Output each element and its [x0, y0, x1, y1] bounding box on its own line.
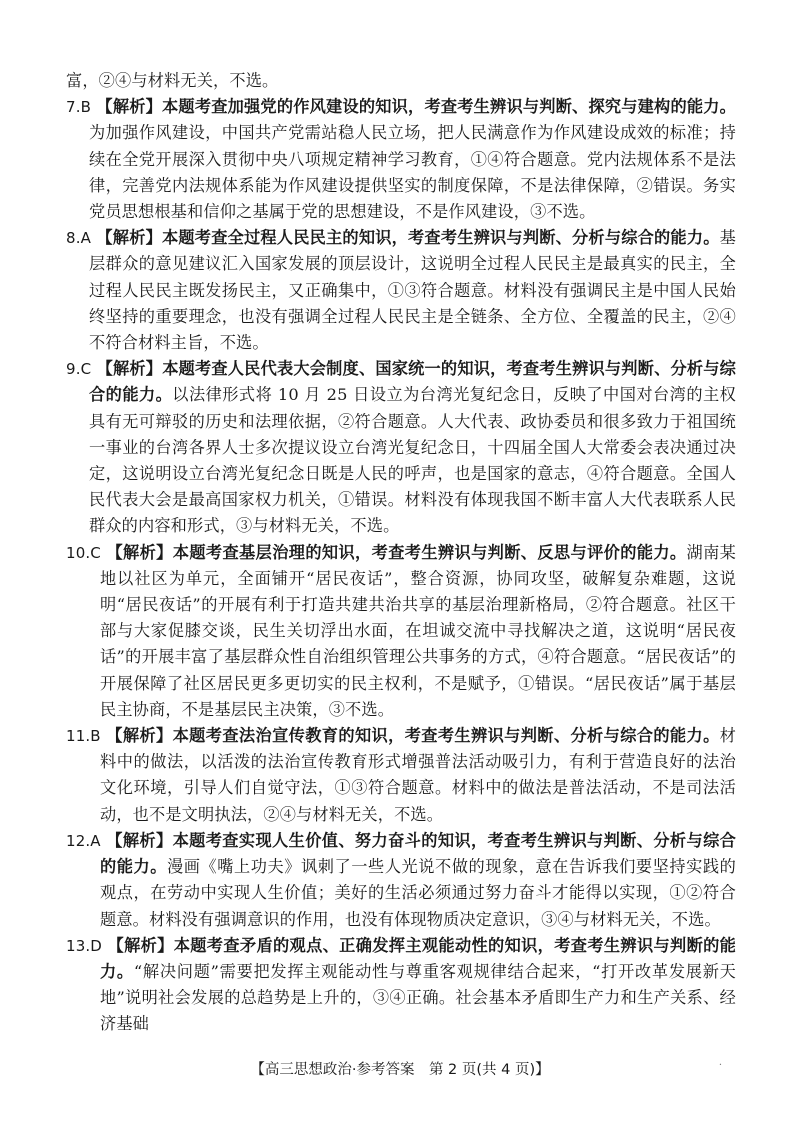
item-heading: 本题考查人民代表大会制度、国家统一的知识，考查考生辨识与判断、分析与综合的能力。: [89, 359, 737, 405]
answer-item-8: [66, 225, 736, 356]
answer-item-10: [66, 540, 736, 723]
page-footer: 【高三思想政治·参考答案 第 2 页(共 4 页)】: [250, 1062, 550, 1078]
item-number: 11.B: [66, 727, 101, 746]
item-body: 为加强作风建设，中国共产党需站稳人民立场，把人民满意作为作风建设成效的标准；持续在全党开展深入贯彻中央八项规定精神学习教育，①④符合题意。党内法规体系不是法律，完善党内法规体系能为作风建设提供坚实的制度保障，不是法律保障，②错误。务实党员思想根基和信仰之基属于党的思想建设，不是作风建设，③不选。: [89, 123, 736, 222]
item-body: 漫画《嘴上功夫》讽刺了一些人光说不做的现象，意在告诉我们要坚持实践的观点，在劳动中实现人生价值；美好的生活必须通过努力奋斗才能得以实现，①②符合题意。材料没有强调意识的作用，也没有体现物质决定意识，③④与材料无关，不选。: [100, 857, 736, 929]
item-body: 基层群众的意见建议汇入国家发展的顶层设计，这说明全过程人民民主是最真实的民主，全过程人民民主既发扬民主，又正确集中，①③符合题意。材料没有强调民主是中国人民始终坚持的重要理念，也没有强调全过程人民民主是全链条、全方位、全覆盖的民主，②④不符合材料主旨，不选。: [89, 228, 736, 353]
answer-item-11: [66, 723, 736, 828]
item-heading: 本题考查加强党的作风建设的知识，考查考生辨识与判断、探究与建构的能力。: [162, 97, 736, 117]
corner-mark: ·: [718, 1060, 722, 1071]
item-heading: 本题考查全过程人民民主的知识，考查考生辨识与判断、分析与综合的能力。: [162, 228, 720, 248]
item-body: 以法律形式将 10 月 25 日设立为台湾光复纪念日，反映了中国对台湾的主权具有无可辩驳的历史和法理依据，②符合题意。人大代表、政协委员和很多致力于祖国统一事业的台湾各界人士多次提议设立台湾光复纪念日，十四届全国人大常委会表决通过决定，这说明设立台湾光复纪念日既是人民的呼声，也是国家的意志，④符合题意。全国人民代表大会是最高国家权力机关，①错误。材料没有体现我国不断丰富人大代表联系人民群众的内容和形式，③与材料无关，不选。: [89, 385, 736, 536]
item-number: 13.D: [66, 936, 103, 955]
item-heading: 本题考查基层治理的知识，考查考生辨识与判断、反思与评价的能力。: [172, 542, 687, 562]
answer-item-12: [66, 828, 736, 933]
item-number: 12.A: [66, 831, 101, 850]
answer-item-7: [66, 94, 736, 225]
item-heading: 本题考查实现人生价值、努力奋斗的知识，考查考生辨识与判断、分析与综合的能力。: [100, 830, 736, 877]
item-number: 7.B: [66, 98, 92, 117]
answer-item-13: [66, 933, 736, 1038]
analysis-tag: 【解析】: [106, 726, 173, 746]
item-number: 9.C: [66, 360, 92, 379]
item-heading: 本题考查矛盾的观点、正确发挥主观能动性的知识，考查考生辨识与判断的能力。: [100, 935, 737, 981]
item-body: “解决问题”需要把发挥主观能动性与尊重客观规律结合起来，“打开改革发展新天地”说明社会发展的总趋势是上升的，③④正确。社会基本矛盾即生产力和生产关系、经济基础: [100, 961, 736, 1034]
answer-content: [66, 68, 736, 1038]
analysis-tag: 【解析】: [96, 228, 162, 248]
analysis-tag: 【解析】: [96, 97, 163, 117]
answer-item-9: [66, 356, 736, 539]
analysis-tag: 【解析】: [106, 830, 173, 850]
analysis-tag: 【解析】: [107, 935, 174, 955]
item-heading: 本题考查法治宣传教育的知识，考查考生辨识与判断、分析与综合的能力。: [172, 726, 720, 746]
analysis-tag: 【解析】: [106, 542, 173, 562]
analysis-tag: 【解析】: [96, 359, 163, 379]
continuation-text: 富，②④与材料无关，不选。: [66, 71, 279, 90]
item-body: 湖南某地以社区为单元，全面铺开“居民夜话”，整合资源，协同攻坚，破解复杂难题，这说明“居民夜话”的开展有利于打造共建共治共享的基层治理新格局，②符合题意。社区干部与大家促膝交谈，民生关切浮出水面，在坦诚交流中寻找解决之道，这说明“居民夜话”的开展丰富了基层群众性自治组织管理公共事务的方式，④符合题意。“居民夜话”的开展保障了社区居民更多更切实的民主权利，不是赋予，①错误。“居民夜话”属于基层民主协商，不是基层民主决策，③不选。: [100, 542, 736, 719]
item-number: 8.A: [66, 229, 92, 248]
item-body: 材料中的做法，以活泼的法治宣传教育形式增强普法活动吸引力，有利于营造良好的法治文化环境，引导人们自觉守法，①③符合题意。材料中的做法是普法活动，不是司法活动，也不是文明执法，②④与材料无关，不选。: [100, 726, 736, 824]
item-number: 10.C: [66, 543, 101, 562]
